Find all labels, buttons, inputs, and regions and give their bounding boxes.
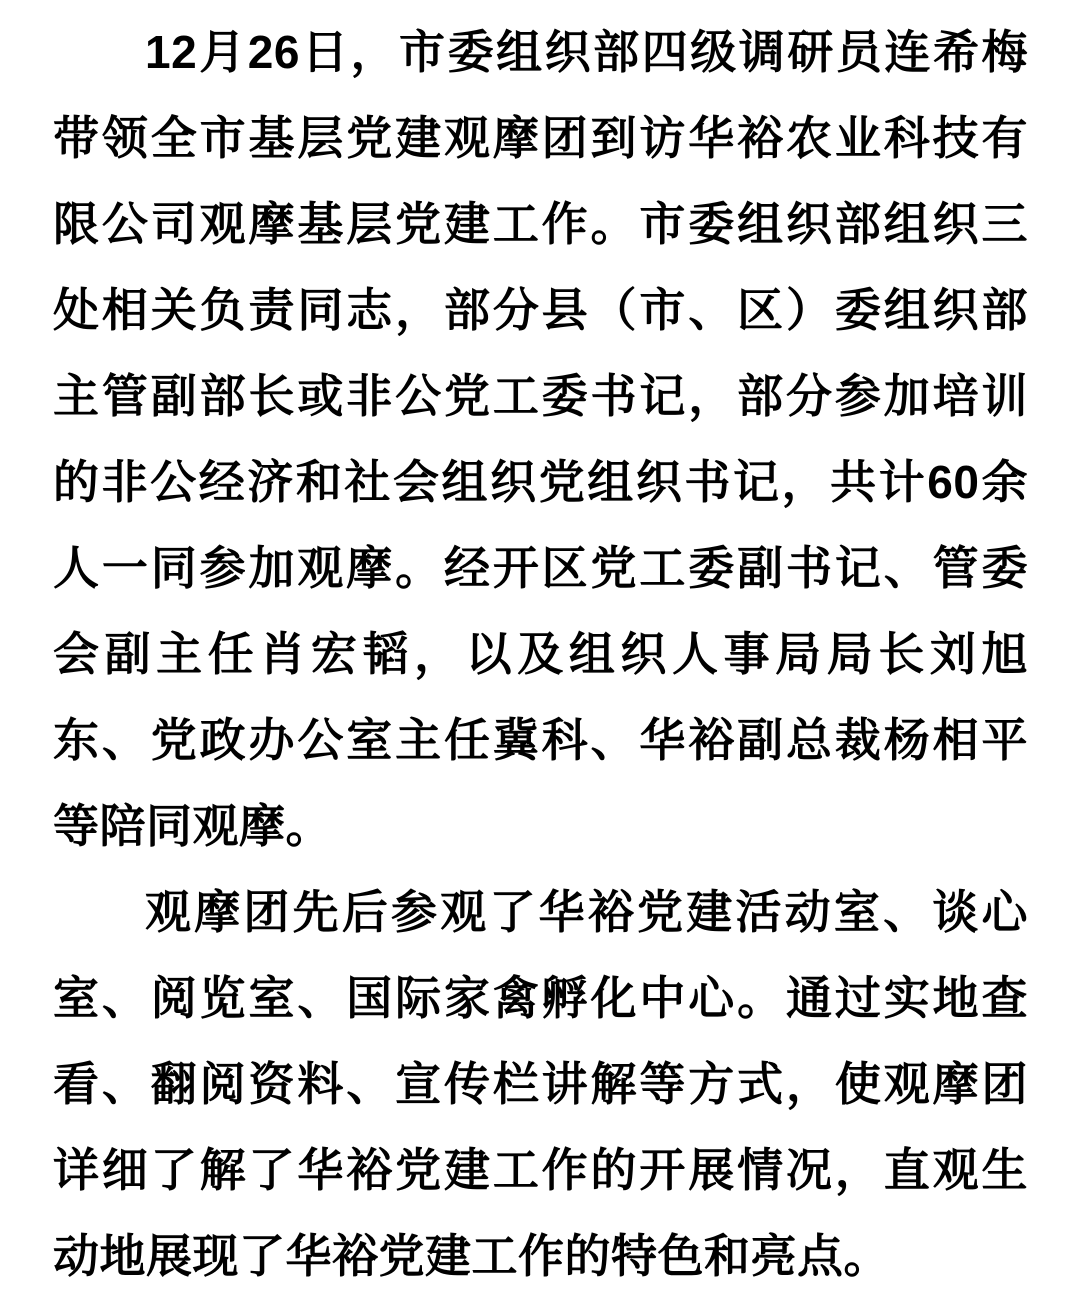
paragraph-visit-overview: 12月26日，市委组织部四级调研员连希梅带领全市基层党建观摩团到访华裕农业科技有限公司观摩基层党建工作。市委组织部组织三处相关负责同志，部分县（市、区）委组织部主管副部长或非公党工委书记，部分参加培训的非公经济和社会组织党组织书记，共计60余人一同参加观摩。经开区党工委副书记、管委会副主任肖宏韬，以及组织人事局局长刘旭东、党政办公室主任冀科、华裕副总裁杨相平等陪同观摩。	[53, 26, 1028, 852]
paragraph-tour-details: 观摩团先后参观了华裕党建活动室、谈心室、阅览室、国际家禽孵化中心。通过实地查看、翻阅资料、宣传栏讲解等方式，使观摩团详细了解了华裕党建工作的开展情况，直观生动地展现了华裕党建工作的特色和亮点。	[53, 886, 1028, 1282]
